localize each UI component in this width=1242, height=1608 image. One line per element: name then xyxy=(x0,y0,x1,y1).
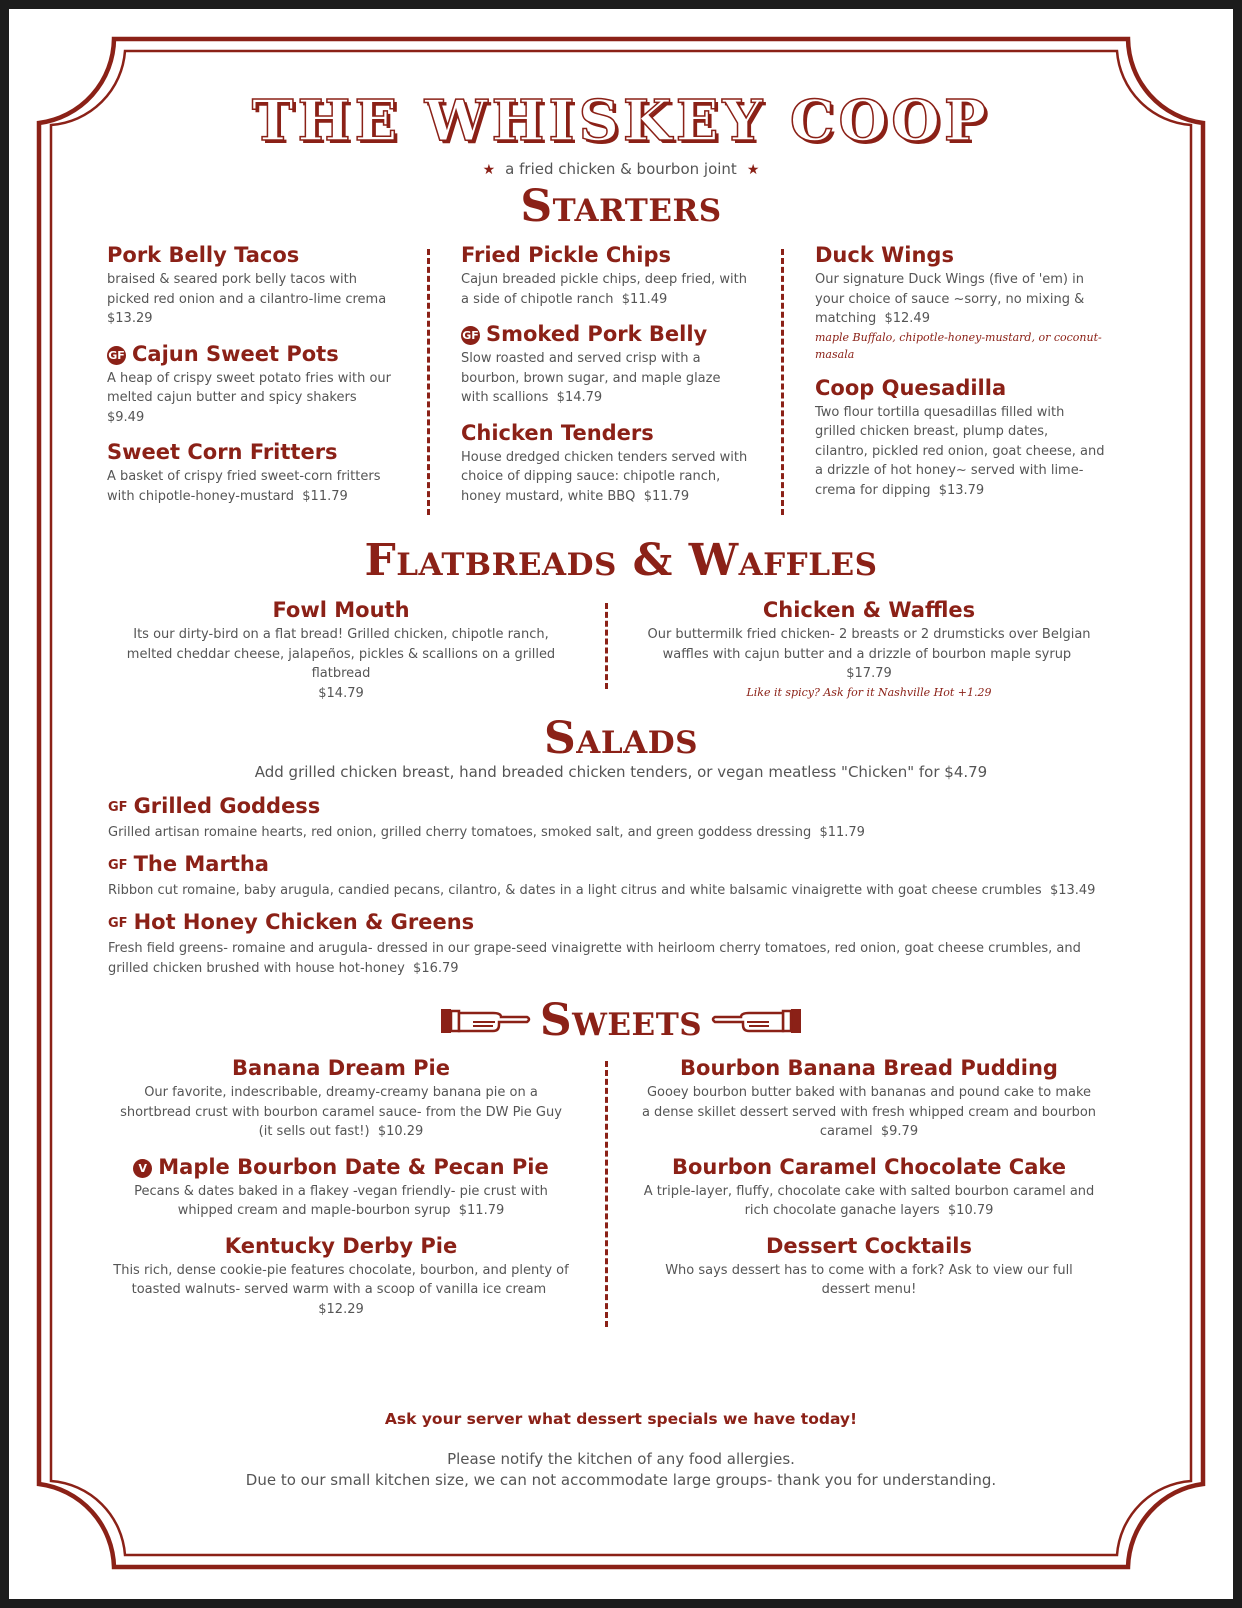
menu-item xyxy=(641,1055,1097,1142)
item-price: $14.79 xyxy=(556,390,603,405)
item-name: Banana Dream Pie xyxy=(232,1056,450,1080)
item-desc xyxy=(815,403,1105,501)
item-desc-text: Pecans & dates baked in a flakey -vegan friendly- pie crust with whipped cream and maple-bourbon syrup xyxy=(134,1183,548,1218)
flatbread-item xyxy=(113,597,569,703)
menu-item xyxy=(641,1233,1097,1300)
item-price: $10.29 xyxy=(377,1124,424,1139)
menu-item xyxy=(461,242,751,309)
starters-column-3 xyxy=(815,242,1105,512)
menu-item xyxy=(461,420,751,507)
item-desc xyxy=(815,270,1105,329)
item-price: $10.79 xyxy=(947,1203,994,1218)
pointing-hand-left-icon xyxy=(711,1001,803,1037)
item-desc xyxy=(113,1182,569,1221)
column-divider xyxy=(605,1061,608,1327)
item-desc xyxy=(461,270,751,309)
item-name-row xyxy=(113,1154,569,1180)
item-name-row xyxy=(107,341,397,367)
item-price: $13.49 xyxy=(1049,883,1096,898)
item-desc: Ribbon cut romaine, baby arugula, candied pecans, cilantro, & dates in a light citrus and white balsamic vinaigrette with goat cheese crumbles $13.49 xyxy=(108,883,1096,898)
item-desc-text: Our favorite, indescribable, dreamy-creamy banana pie on a shortbread crust with bourbon caramel sauce- from the DW Pie Guy (it sells out fast!) xyxy=(120,1085,562,1139)
star-icon: ★ xyxy=(746,162,760,178)
item-desc-text: braised & seared pork belly tacos with picked red onion and a cilantro-lime crema xyxy=(107,272,387,307)
item-name-row xyxy=(113,1055,569,1081)
menu-page xyxy=(9,9,1233,1599)
allergy-notice: Please notify the kitchen of any food allergies. xyxy=(447,1450,795,1468)
item-name: Maple Bourbon Date & Pecan Pie xyxy=(158,1154,549,1179)
item-price: $14.79 xyxy=(318,685,364,701)
item-desc: Fresh field greens- romaine and arugula- dressed in our grape-seed vinaigrette with heirloom cherry tomatoes, red onion, goat cheese crumbles, and grilled chicken brushed with house hot-honey $16.79 xyxy=(108,941,1081,976)
menu-item xyxy=(107,242,397,329)
item-price: $9.79 xyxy=(880,1124,919,1139)
item-desc-text: A heap of crispy sweet potato fries with our melted cajun butter and spicy shakers xyxy=(107,370,392,405)
item-name: Fried Pickle Chips xyxy=(461,243,671,267)
item-desc xyxy=(113,1083,569,1142)
gluten-free-tag: GF xyxy=(108,858,128,873)
item-name: Smoked Pork Belly xyxy=(486,322,708,346)
item-name: Kentucky Derby Pie xyxy=(224,1233,458,1258)
item-price: $13.79 xyxy=(938,482,985,498)
item-desc xyxy=(107,270,397,329)
item-name: Bourbon Caramel Chocolate Cake xyxy=(671,1154,1067,1179)
item-desc xyxy=(107,369,397,428)
item-price: $12.49 xyxy=(884,311,930,326)
item-name: Pork Belly Tacos xyxy=(107,243,300,267)
item-price: $11.79 xyxy=(819,825,865,840)
item-price: $11.49 xyxy=(621,291,668,307)
salad-item xyxy=(108,909,1108,978)
item-desc-text: Our signature Duck Wings (five of 'em) in your choice of sauce ~sorry, no mixing & matching xyxy=(815,272,1085,326)
item-name: Grilled Goddess xyxy=(133,794,321,818)
item-price: $11.79 xyxy=(458,1203,505,1218)
item-name-row xyxy=(461,420,751,446)
restaurant-logo: THE WHISKEY COOP xyxy=(251,88,991,154)
gluten-free-tag: GF xyxy=(108,800,128,815)
dessert-specials-notice: Ask your server what dessert specials we have today! xyxy=(384,1410,858,1428)
item-desc-text: House dredged chicken tenders served with choice of dipping sauce: chipotle ranch, honey mustard, white BBQ xyxy=(461,449,748,504)
menu-item xyxy=(641,1154,1097,1221)
item-name-row xyxy=(641,1233,1097,1259)
item-desc-text: Cajun breaded pickle chips, deep fried, with a side of chipotle ranch xyxy=(461,272,748,307)
starters-column-1 xyxy=(107,242,397,518)
item-note: maple Buffalo, chipotle-honey-mustard, or coconut-masala xyxy=(815,330,1102,361)
menu-item xyxy=(815,375,1105,501)
item-name: Hot Honey Chicken & Greens xyxy=(133,910,475,934)
menu-item xyxy=(113,1233,569,1320)
item-name: Sweet Corn Fritters xyxy=(107,440,338,464)
item-name: Duck Wings xyxy=(815,243,954,267)
item-desc: Our buttermilk fried chicken- 2 breasts or 2 drumsticks over Belgian waffles with cajun butter and a drizzle of bourbon maple syrup $17.79 xyxy=(647,627,1091,681)
flatbreads-title: Flatbreads & Waffles xyxy=(364,535,878,586)
item-name-row xyxy=(641,1055,1097,1081)
item-price: $12.29 xyxy=(318,1301,364,1317)
item-desc: Its our dirty-bird on a flat bread! Grilled chicken, chipotle ranch, melted cheddar cheese, jalapeños, pickles & scallions on a grilled flatbread $14.79 xyxy=(126,627,556,701)
item-desc xyxy=(641,1261,1097,1300)
item-desc-text: A triple-layer, fluffy, chocolate cake with salted bourbon caramel and rich chocolate ganache layers xyxy=(643,1183,1095,1218)
item-price: $11.79 xyxy=(302,488,348,504)
item-desc xyxy=(461,448,751,507)
salad-item xyxy=(108,851,1108,901)
item-name-row xyxy=(107,439,397,465)
item-name: Bourbon Banana Bread Pudding xyxy=(680,1056,1058,1080)
menu-item xyxy=(113,1154,569,1221)
salads-addon-note: Add grilled chicken breast, hand breaded chicken tenders, or vegan meatless "Chicken" for $4.79 xyxy=(254,763,988,781)
sweets-column-2 xyxy=(641,1055,1097,1312)
menu-item xyxy=(107,439,397,506)
item-name-row xyxy=(815,375,1105,401)
item-price: $16.79 xyxy=(413,960,459,976)
item-desc xyxy=(107,467,397,506)
item-price: $13.29 xyxy=(107,311,153,326)
item-desc-text: This rich, dense cookie-pie features chocolate, bourbon, and plenty of toasted walnuts- served warm with a scoop of vanilla ice cream xyxy=(113,1262,569,1297)
item-price: $11.79 xyxy=(643,488,690,504)
item-name-row xyxy=(461,242,751,268)
item-name-row xyxy=(641,1154,1097,1180)
item-desc xyxy=(641,1182,1097,1221)
sweets-title: Sweets xyxy=(539,995,703,1046)
item-name-row xyxy=(461,321,751,347)
item-name-row xyxy=(113,1233,569,1259)
menu-item xyxy=(113,1055,569,1142)
item-desc xyxy=(461,349,751,408)
item-name: Chicken Tenders xyxy=(461,420,654,445)
item-desc-text: A basket of crispy fried sweet-corn fritters with chipotle-honey-mustard xyxy=(107,469,381,504)
menu-item xyxy=(815,242,1105,363)
vegan-badge-icon: V xyxy=(133,1159,152,1178)
column-divider xyxy=(781,249,784,515)
item-desc xyxy=(113,1261,569,1320)
salad-item xyxy=(108,793,1108,843)
item-name: The Martha xyxy=(133,852,269,876)
item-name: Fowl Mouth xyxy=(272,598,410,622)
sweets-column-1 xyxy=(113,1055,569,1331)
item-desc-text: Two flour tortilla quesadillas filled with grilled chicken breast, plump dates, cilantro, pickled red onion, goat cheese, and a drizzle of hot honey~ served with lime-crema for dipping xyxy=(815,404,1105,498)
gluten-free-badge-icon: GF xyxy=(461,326,480,345)
tagline xyxy=(9,160,1233,178)
item-note: Like it spicy? Ask for it Nashville Hot +1.29 xyxy=(746,685,992,699)
group-size-notice: Due to our small kitchen size, we can not accommodate large groups- thank you for understanding. xyxy=(245,1471,997,1489)
gluten-free-badge-icon: GF xyxy=(107,346,126,365)
column-divider xyxy=(605,603,608,689)
item-name: Chicken & Waffles xyxy=(762,598,976,622)
item-desc-text: Slow roasted and served crisp with a bourbon, brown sugar, and maple glaze with scallions xyxy=(461,351,721,405)
item-desc: Grilled artisan romaine hearts, red onion, grilled cherry tomatoes, smoked salt, and green goddess dressing $11.79 xyxy=(108,825,865,840)
gluten-free-tag: GF xyxy=(108,916,128,931)
salads-title: Salads xyxy=(544,713,698,764)
item-name-row xyxy=(107,242,397,268)
item-name: Coop Quesadilla xyxy=(815,375,1007,400)
menu-item xyxy=(461,321,751,408)
item-price: $17.79 xyxy=(846,666,892,681)
item-desc-text: Gooey bourbon butter baked with bananas and pound cake to make a dense skillet dessert served with fresh whipped cream and bourbon caramel xyxy=(641,1085,1097,1139)
star-icon: ★ xyxy=(482,162,496,178)
menu-item xyxy=(107,341,397,428)
starters-title: Starters xyxy=(520,181,722,232)
starters-column-2 xyxy=(461,242,751,518)
item-desc-text: Who says dessert has to come with a fork? Ask to view our full dessert menu! xyxy=(665,1262,1073,1297)
item-price: $9.49 xyxy=(107,409,145,425)
tagline-text: a fried chicken & bourbon joint xyxy=(505,160,737,178)
column-divider xyxy=(427,249,430,515)
item-name: Dessert Cocktails xyxy=(766,1233,972,1258)
flatbread-item xyxy=(641,597,1097,701)
item-name-row xyxy=(815,242,1105,268)
item-desc xyxy=(641,1083,1097,1142)
item-name: Cajun Sweet Pots xyxy=(132,341,339,366)
